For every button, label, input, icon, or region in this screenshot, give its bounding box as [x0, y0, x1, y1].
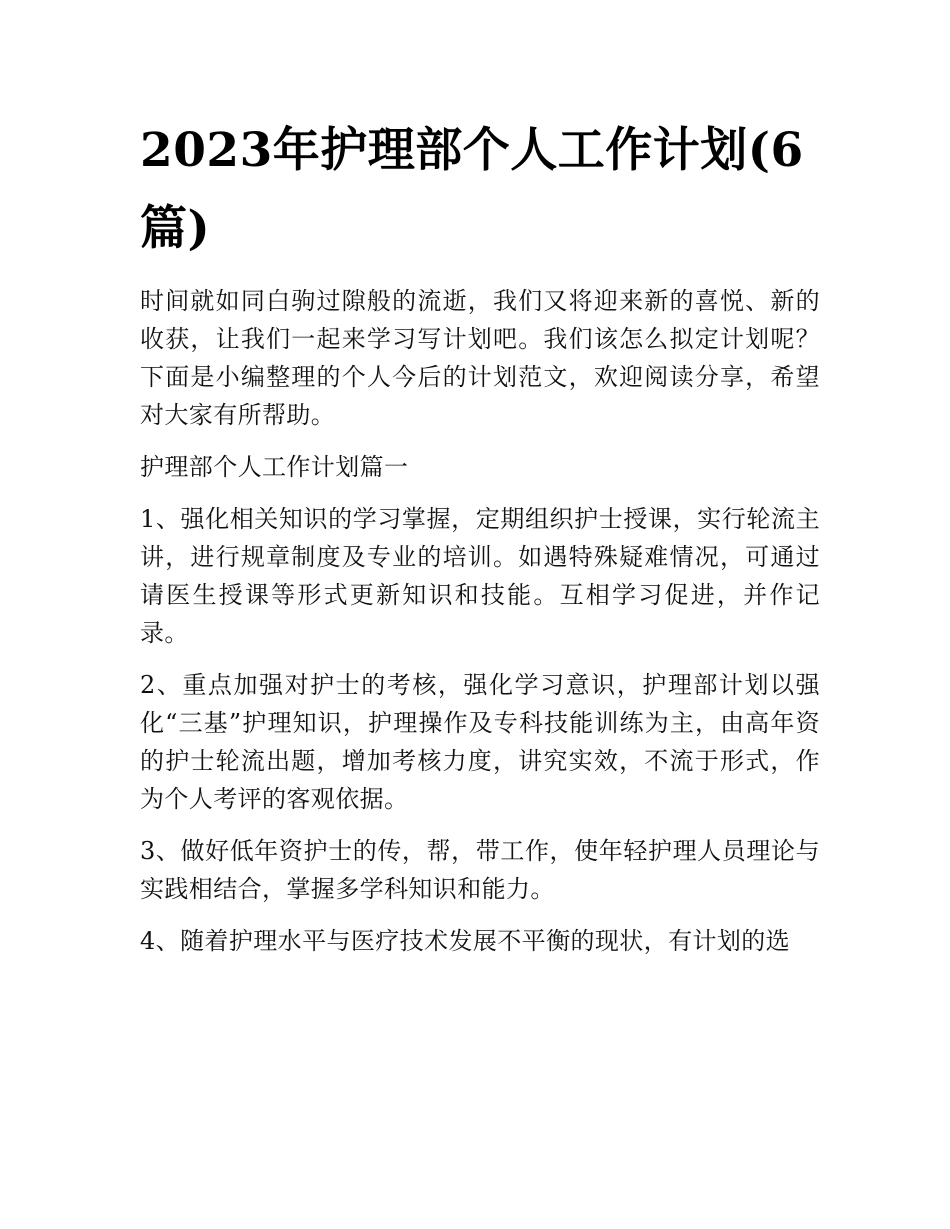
section-heading: 护理部个人工作计划篇一	[140, 453, 409, 481]
document-body	[140, 282, 820, 974]
list-item-4: 4、随着护理水平与医疗技术发展不平衡的现状，有计划的选	[140, 927, 791, 955]
document-title: 2023年护理部个人工作计划(6篇)	[140, 123, 804, 256]
list-item-2: 2、重点加强对护士的考核，强化学习意识，护理部计划以强化“三基”护理知识，护理操作及专科技能训练为主，由高年资的护士轮流出题，增加考核力度，讲究实效，不流于形式，作为个人考评的客观依据。	[140, 671, 820, 813]
list-item-1: 1、强化相关知识的学习掌握，定期组织护士授课，实行轮流主讲，进行规章制度及专业的培训。如遇特殊疑难情况，可通过请医生授课等形式更新知识和技能。互相学习促进，并作记录。	[140, 505, 820, 647]
intro-paragraph: 时间就如同白驹过隙般的流逝，我们又将迎来新的喜悦、新的收获，让我们一起来学习写计划吧。我们该怎么拟定计划呢？下面是小编整理的个人今后的计划范文，欢迎阅读分享，希望对大家有所帮助。	[140, 287, 820, 429]
list-item-3: 3、做好低年资护士的传，帮，带工作，使年轻护理人员理论与实践相结合，掌握多学科知识和能力。	[140, 837, 820, 903]
